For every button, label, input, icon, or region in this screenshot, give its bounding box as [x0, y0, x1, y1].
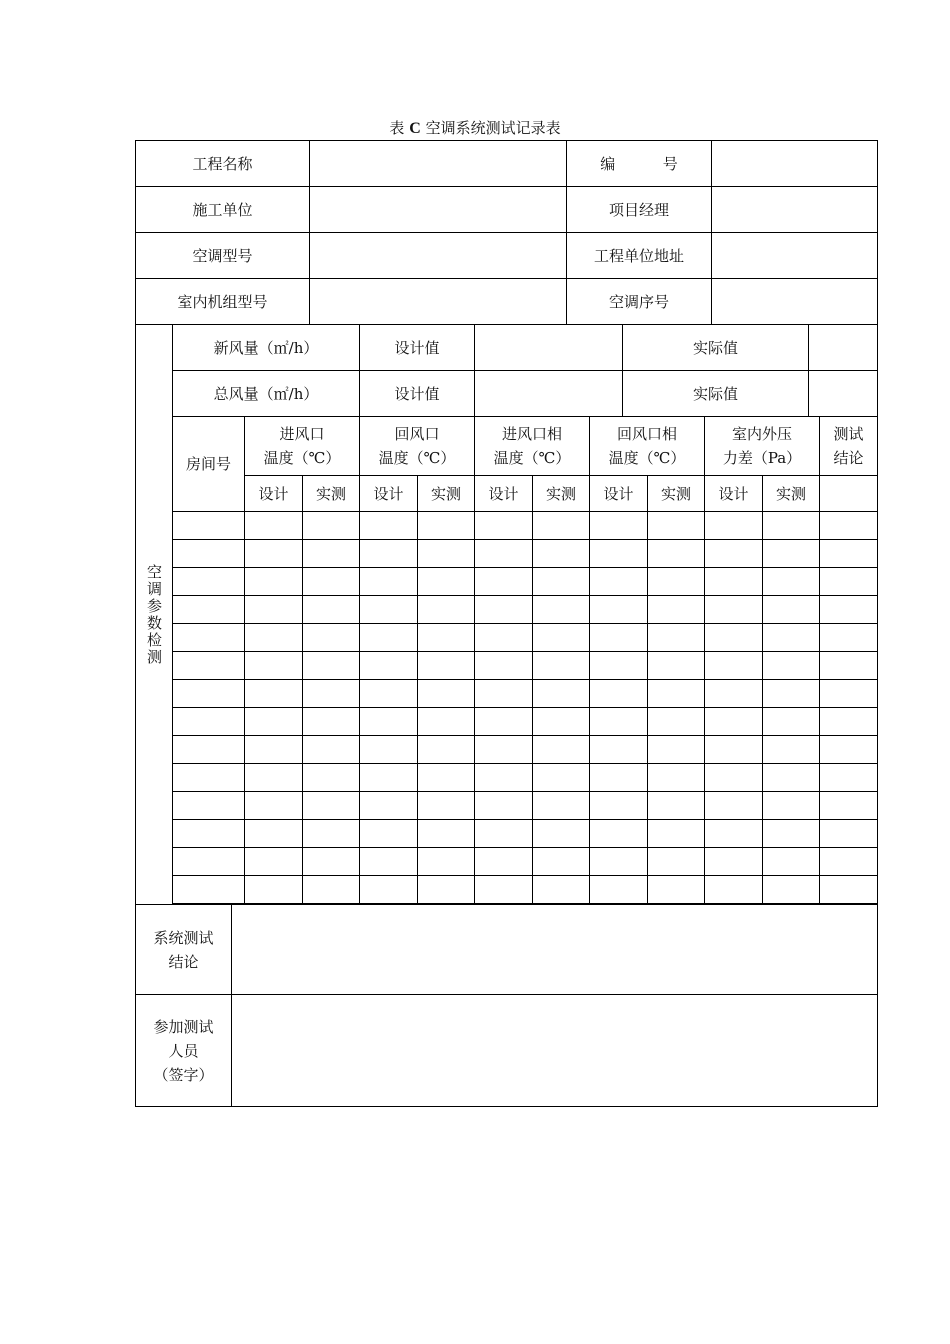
header-label: 空调型号 [136, 233, 310, 279]
measurement-cell[interactable] [360, 512, 418, 540]
measurement-cell[interactable] [475, 540, 533, 568]
measurement-cell[interactable] [418, 876, 475, 904]
header-value-cell[interactable] [712, 141, 878, 187]
sub-design-header: 设计 [475, 476, 533, 512]
actual-value-cell[interactable] [809, 371, 878, 417]
measurement-cell[interactable] [820, 792, 878, 820]
airflow-row [173, 325, 878, 371]
measurement-cell[interactable] [648, 848, 705, 876]
measurement-cell[interactable] [475, 736, 533, 764]
room-number-cell[interactable] [173, 876, 245, 904]
header-row [136, 279, 878, 325]
header-value-cell[interactable] [310, 233, 567, 279]
measurement-cell[interactable] [418, 736, 475, 764]
measurement-cell[interactable] [245, 680, 303, 708]
measurement-cell[interactable] [533, 820, 590, 848]
measurement-cell[interactable] [303, 540, 360, 568]
group-header [705, 417, 820, 476]
param-data-row [173, 764, 878, 792]
airflow-row [173, 371, 878, 417]
measurement-cell[interactable] [360, 680, 418, 708]
measurement-cell[interactable] [475, 624, 533, 652]
measurement-cell[interactable] [475, 596, 533, 624]
measurement-cell[interactable] [360, 568, 418, 596]
group-header [590, 417, 705, 476]
measurement-cell[interactable] [245, 848, 303, 876]
header-value-cell[interactable] [712, 187, 878, 233]
measurement-cell[interactable] [705, 876, 763, 904]
header-label: 施工单位 [136, 187, 310, 233]
measurement-cell[interactable] [475, 764, 533, 792]
param-data-row [173, 792, 878, 820]
measurement-cell[interactable] [590, 792, 648, 820]
measurement-cell[interactable] [533, 624, 590, 652]
measurement-cell[interactable] [763, 540, 820, 568]
measurement-cell[interactable] [648, 736, 705, 764]
param-data-row [173, 596, 878, 624]
measurement-cell[interactable] [648, 764, 705, 792]
param-data-row [173, 512, 878, 540]
measurement-cell[interactable] [245, 876, 303, 904]
measurement-cell[interactable] [245, 624, 303, 652]
measurement-cell[interactable] [303, 596, 360, 624]
measurement-cell[interactable] [533, 540, 590, 568]
measurement-cell[interactable] [590, 512, 648, 540]
sub-actual-header: 实测 [648, 476, 705, 512]
conclusion-value-cell[interactable] [232, 905, 878, 995]
room-number-cell[interactable] [173, 736, 245, 764]
design-value-cell[interactable] [475, 371, 623, 417]
actual-label: 实际值 [623, 325, 809, 371]
group-header-line: 回风口相 [616, 425, 677, 443]
measurement-cell[interactable] [648, 680, 705, 708]
group-header-line: 温度（℃） [493, 449, 571, 467]
conclusion-label-line: 系统测试 [153, 928, 214, 947]
group-header-line: 进风口 [279, 425, 325, 443]
param-data-row [173, 848, 878, 876]
sub-actual-header: 实测 [418, 476, 475, 512]
measurement-cell[interactable] [360, 764, 418, 792]
group-header [360, 417, 475, 476]
measurement-cell[interactable] [360, 848, 418, 876]
sub-design-header: 设计 [245, 476, 303, 512]
measurement-cell[interactable] [245, 652, 303, 680]
measurement-cell[interactable] [533, 764, 590, 792]
measurement-cell[interactable] [763, 680, 820, 708]
measurement-cell[interactable] [648, 876, 705, 904]
param-data-row [173, 624, 878, 652]
measurement-cell[interactable] [360, 624, 418, 652]
measurement-cell[interactable] [418, 652, 475, 680]
room-number-cell[interactable] [173, 848, 245, 876]
measurement-cell[interactable] [705, 708, 763, 736]
measurement-cell[interactable] [418, 512, 475, 540]
measurement-cell[interactable] [763, 820, 820, 848]
header-row [136, 187, 878, 233]
conclusion-row [136, 905, 878, 995]
measurement-cell[interactable] [533, 792, 590, 820]
header-value-cell[interactable] [712, 233, 878, 279]
actual-value-cell[interactable] [809, 325, 878, 371]
measurement-cell[interactable] [648, 792, 705, 820]
measurement-cell[interactable] [820, 652, 878, 680]
measurement-cell[interactable] [245, 736, 303, 764]
sub-design-header: 设计 [360, 476, 418, 512]
measurement-cell[interactable] [533, 736, 590, 764]
measurement-cell[interactable] [533, 876, 590, 904]
footer-table [135, 904, 878, 1107]
design-value-cell[interactable] [475, 325, 623, 371]
measurement-cell[interactable] [820, 876, 878, 904]
param-data-row [173, 876, 878, 904]
measurement-cell[interactable] [533, 568, 590, 596]
measurement-cell[interactable] [533, 652, 590, 680]
conclusion-header-line: 结论 [833, 449, 864, 467]
param-subheader-row [173, 476, 878, 512]
actual-label: 实际值 [623, 371, 809, 417]
measurement-cell[interactable] [303, 876, 360, 904]
measurement-cell[interactable] [820, 568, 878, 596]
room-number-cell[interactable] [173, 764, 245, 792]
measurement-cell[interactable] [418, 820, 475, 848]
measurement-cell[interactable] [590, 876, 648, 904]
measurement-cell[interactable] [303, 652, 360, 680]
measurement-cell[interactable] [475, 792, 533, 820]
measurement-cell[interactable] [590, 540, 648, 568]
room-number-cell[interactable] [173, 568, 245, 596]
measurement-cell[interactable] [763, 876, 820, 904]
header-label: 空调序号 [567, 279, 712, 325]
group-header-line: 力差（Pa） [722, 449, 802, 467]
measurement-cell[interactable] [303, 848, 360, 876]
group-header [245, 417, 360, 476]
measurement-cell[interactable] [705, 848, 763, 876]
measurement-cell[interactable] [763, 512, 820, 540]
param-data-row [173, 820, 878, 848]
measurement-cell[interactable] [590, 624, 648, 652]
measurement-cell[interactable] [590, 820, 648, 848]
header-label: 项目经理 [567, 187, 712, 233]
param-data-row [173, 680, 878, 708]
measurement-cell[interactable] [590, 568, 648, 596]
measurement-cell[interactable] [820, 540, 878, 568]
measurement-cell[interactable] [763, 652, 820, 680]
measurement-cell[interactable] [820, 708, 878, 736]
measurement-cell[interactable] [705, 624, 763, 652]
measurement-cell[interactable] [705, 736, 763, 764]
header-value-cell[interactable] [310, 279, 567, 325]
measurement-cell[interactable] [475, 820, 533, 848]
conclusion-label-line: 结论 [168, 952, 199, 971]
group-header-line: 温度（℃） [608, 449, 686, 467]
title-prefix: 表 [389, 119, 405, 137]
measurement-cell[interactable] [705, 652, 763, 680]
participants-label-line: 参加测试 [153, 1017, 214, 1036]
header-label-part: 号 [662, 154, 678, 173]
measurement-cell[interactable] [820, 680, 878, 708]
design-label: 设计值 [360, 371, 475, 417]
measurement-cell[interactable] [303, 568, 360, 596]
airflow-label: 新风量（㎡/h） [173, 325, 360, 371]
measurement-cell[interactable] [303, 512, 360, 540]
param-data-row [173, 736, 878, 764]
param-data-row [173, 652, 878, 680]
room-number-cell[interactable] [173, 792, 245, 820]
measurement-cell[interactable] [533, 512, 590, 540]
measurement-cell[interactable] [418, 624, 475, 652]
measurement-cell[interactable] [360, 708, 418, 736]
param-data-row [173, 708, 878, 736]
header-value-cell[interactable] [310, 187, 567, 233]
measurement-cell[interactable] [475, 848, 533, 876]
measurement-cell[interactable] [245, 568, 303, 596]
measurement-cell[interactable] [360, 736, 418, 764]
measurement-cell[interactable] [763, 792, 820, 820]
section-label-box [135, 324, 173, 905]
room-number-cell[interactable] [173, 512, 245, 540]
measurement-cell[interactable] [533, 596, 590, 624]
measurement-cell[interactable] [820, 848, 878, 876]
measurement-cell[interactable] [360, 540, 418, 568]
room-header: 房间号 [173, 417, 245, 512]
measurement-cell[interactable] [533, 680, 590, 708]
room-number-cell[interactable] [173, 680, 245, 708]
group-header [475, 417, 590, 476]
param-header-row [173, 417, 878, 476]
measurement-cell[interactable] [418, 540, 475, 568]
form-title [0, 117, 950, 139]
measurement-cell[interactable] [303, 764, 360, 792]
room-number-cell[interactable] [173, 540, 245, 568]
measurement-cell[interactable] [763, 596, 820, 624]
measurement-cell[interactable] [763, 764, 820, 792]
conclusion-header-line: 测试 [833, 425, 864, 443]
measurement-cell[interactable] [820, 596, 878, 624]
header-value-cell[interactable] [310, 141, 567, 187]
measurement-cell[interactable] [303, 736, 360, 764]
measurement-cell[interactable] [820, 764, 878, 792]
room-number-cell[interactable] [173, 708, 245, 736]
group-header-line: 进风口相 [501, 425, 562, 443]
participants-label-line: 人员 [168, 1041, 199, 1060]
conclusion-header [820, 417, 878, 476]
measurement-cell[interactable] [360, 876, 418, 904]
participants-row [136, 995, 878, 1107]
header-table [135, 140, 878, 325]
airflow-table [172, 324, 878, 417]
sub-design-header: 设计 [590, 476, 648, 512]
section-label: 空调参数检测 [145, 563, 163, 666]
measurement-cell[interactable] [475, 708, 533, 736]
measurement-cell[interactable] [820, 820, 878, 848]
header-row [136, 141, 878, 187]
measurement-cell[interactable] [360, 596, 418, 624]
measurement-cell[interactable] [360, 792, 418, 820]
measurement-cell[interactable] [418, 596, 475, 624]
measurement-cell[interactable] [590, 708, 648, 736]
measurement-cell[interactable] [648, 652, 705, 680]
room-number-cell[interactable] [173, 624, 245, 652]
measurement-cell[interactable] [475, 652, 533, 680]
design-label: 设计值 [360, 325, 475, 371]
measurement-cell[interactable] [475, 568, 533, 596]
measurement-cell[interactable] [418, 792, 475, 820]
measurement-cell[interactable] [590, 736, 648, 764]
measurement-cell[interactable] [590, 848, 648, 876]
header-value-cell[interactable] [712, 279, 878, 325]
measurement-cell[interactable] [245, 512, 303, 540]
participants-label [136, 995, 232, 1107]
measurement-cell[interactable] [590, 680, 648, 708]
measurement-cell[interactable] [820, 736, 878, 764]
group-header-line: 回风口 [394, 425, 440, 443]
measurement-cell[interactable] [245, 596, 303, 624]
participants-value-cell[interactable] [232, 995, 878, 1107]
measurement-cell[interactable] [303, 820, 360, 848]
measurement-cell[interactable] [303, 792, 360, 820]
measurement-cell[interactable] [648, 568, 705, 596]
sub-actual-header: 实测 [303, 476, 360, 512]
measurement-cell[interactable] [705, 540, 763, 568]
measurement-cell[interactable] [820, 624, 878, 652]
header-label: 工程名称 [136, 141, 310, 187]
measurement-cell[interactable] [705, 764, 763, 792]
title-letter: C [409, 120, 421, 137]
airflow-label: 总风量（㎡/h） [173, 371, 360, 417]
measurement-cell[interactable] [303, 708, 360, 736]
param-table [172, 416, 878, 904]
measurement-cell[interactable] [245, 764, 303, 792]
header-label: 工程单位地址 [567, 233, 712, 279]
measurement-cell[interactable] [705, 820, 763, 848]
measurement-cell[interactable] [648, 540, 705, 568]
measurement-cell[interactable] [705, 596, 763, 624]
measurement-cell[interactable] [648, 708, 705, 736]
param-data-row [173, 540, 878, 568]
measurement-cell[interactable] [820, 512, 878, 540]
measurement-cell[interactable] [763, 848, 820, 876]
measurement-cell[interactable] [763, 624, 820, 652]
measurement-cell[interactable] [648, 596, 705, 624]
measurement-cell[interactable] [360, 820, 418, 848]
measurement-cell[interactable] [360, 652, 418, 680]
group-header-line: 温度（℃） [378, 449, 456, 467]
header-label-part: 编 [600, 154, 616, 173]
measurement-cell[interactable] [590, 652, 648, 680]
measurement-cell[interactable] [475, 876, 533, 904]
measurement-cell[interactable] [648, 512, 705, 540]
header-label: 室内机组型号 [136, 279, 310, 325]
sub-design-header: 设计 [705, 476, 763, 512]
measurement-cell[interactable] [418, 680, 475, 708]
measurement-cell[interactable] [705, 512, 763, 540]
param-data-row [173, 568, 878, 596]
measurement-cell[interactable] [763, 708, 820, 736]
sub-actual-header: 实测 [763, 476, 820, 512]
room-number-cell[interactable] [173, 652, 245, 680]
measurement-cell[interactable] [418, 848, 475, 876]
measurement-cell[interactable] [245, 792, 303, 820]
group-header-line: 温度（℃） [263, 449, 341, 467]
sub-actual-header: 实测 [533, 476, 590, 512]
header-row [136, 233, 878, 279]
measurement-cell[interactable] [418, 568, 475, 596]
measurement-cell[interactable] [303, 680, 360, 708]
title-rest: 空调系统测试记录表 [425, 119, 561, 137]
measurement-cell[interactable] [533, 708, 590, 736]
participants-label-line: （签字） [153, 1065, 214, 1084]
measurement-cell[interactable] [705, 680, 763, 708]
measurement-cell[interactable] [475, 512, 533, 540]
measurement-cell[interactable] [303, 624, 360, 652]
measurement-cell[interactable] [418, 764, 475, 792]
blank-header-cell [820, 476, 878, 512]
conclusion-label [136, 905, 232, 995]
measurement-cell[interactable] [245, 540, 303, 568]
measurement-cell[interactable] [533, 848, 590, 876]
measurement-cell[interactable] [648, 624, 705, 652]
measurement-cell[interactable] [245, 708, 303, 736]
measurement-cell[interactable] [418, 708, 475, 736]
measurement-cell[interactable] [763, 568, 820, 596]
measurement-cell[interactable] [590, 764, 648, 792]
group-header-line: 室内外压 [731, 425, 792, 443]
measurement-cell[interactable] [245, 820, 303, 848]
measurement-cell[interactable] [648, 820, 705, 848]
measurement-cell[interactable] [590, 596, 648, 624]
measurement-cell[interactable] [705, 792, 763, 820]
header-label [567, 141, 712, 187]
measurement-cell[interactable] [475, 680, 533, 708]
room-number-cell[interactable] [173, 820, 245, 848]
measurement-cell[interactable] [705, 568, 763, 596]
measurement-cell[interactable] [763, 736, 820, 764]
room-number-cell[interactable] [173, 596, 245, 624]
